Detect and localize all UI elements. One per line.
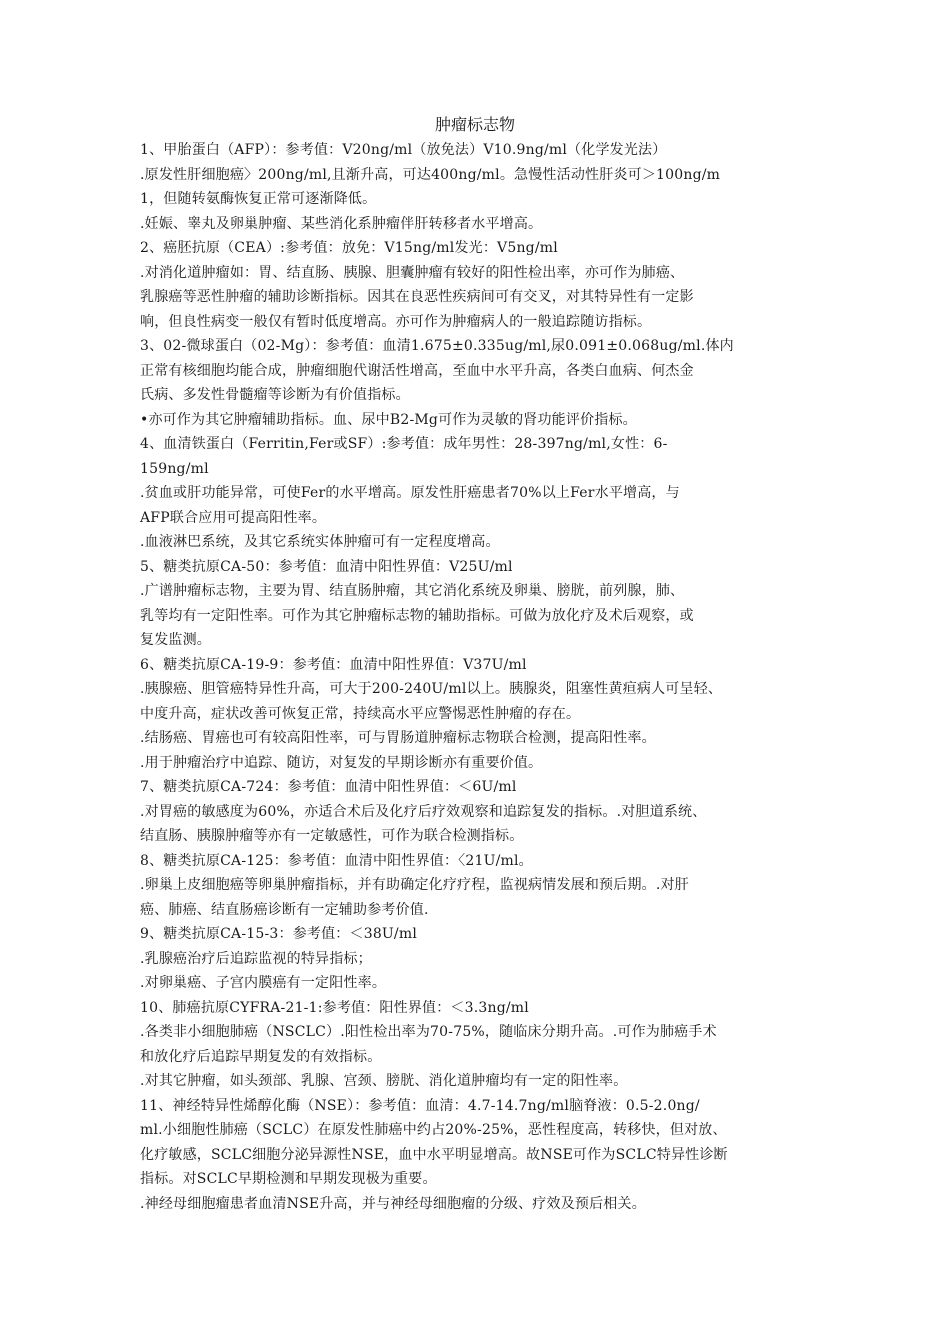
document-body bbox=[140, 138, 820, 1216]
text-line: .神经母细胞瘤患者血清NSE升高，并与神经母细胞瘤的分级、疗效及预后相关。 bbox=[140, 1195, 646, 1212]
text-line: 氏病、多发性骨髓瘤等诊断为有价值指标。 bbox=[140, 387, 410, 403]
text-line: 和放化疗后追踪早期复发的有效指标。 bbox=[140, 1048, 382, 1065]
text-line: .结肠癌、胃癌也可有较高阳性率，可与胃肠道肿瘤标志物联合检测，提高阳性率。 bbox=[140, 730, 656, 746]
text-line: 9、糖类抗原CA-15-3：参考值：＜38U/ml bbox=[140, 926, 417, 942]
text-line: 结直肠、胰腺肿瘤等亦有一定敏感性，可作为联合检测指标。 bbox=[140, 828, 524, 844]
text-line: .对其它肿瘤，如头颈部、乳腺、宫颈、膀胱、消化道肿瘤均有一定的阳性率。 bbox=[140, 1073, 628, 1089]
text-line: 8、糖类抗原CA-125：参考值：血清中阳性界值：〈21U/ml。 bbox=[140, 852, 533, 869]
text-line: 复发监测。 bbox=[140, 632, 211, 648]
document-title: 肿瘤标志物 bbox=[434, 115, 515, 134]
text-line: 化疗敏感，SCLC细胞分泌异源性NSE，血中水平明显增高。故NSE可作为SCLC特异性诊断 bbox=[140, 1146, 728, 1163]
text-line: .各类非小细胞肺癌（NSCLC）.阳性检出率为70-75%，随临床分期升高。.可作为肺癌手术 bbox=[140, 1024, 717, 1040]
text-line: .胰腺癌、胆管癌特异性升高，可大于200-240U/ml以上。胰腺炎，阻塞性黄疸病人可呈轻、 bbox=[140, 681, 723, 697]
text-line: 中度升高，症状改善可恢复正常，持续高水平应警惕恶性肿瘤的存在。 bbox=[140, 705, 581, 722]
text-line: 1、甲胎蛋白（AFP）：参考值：V20ng/ml（放免法）V10.9ng/ml（化学发光法） bbox=[140, 142, 667, 158]
text-line: 7、糖类抗原CA-724：参考值：血清中阳性界值：＜6U/ml bbox=[140, 779, 517, 795]
text-line: 2、癌胚抗原（CEA）:参考值：放免：V15ng/ml发光：V5ng/ml bbox=[140, 240, 558, 256]
text-line: 指标。对SCLC早期检测和早期发现极为重要。 bbox=[140, 1171, 437, 1187]
text-line: 正常有核细胞均能合成，肿瘤细胞代谢活性增高，至血中水平升高，各类白血病、何杰金 bbox=[140, 362, 694, 379]
text-line: •亦可作为其它肿瘤辅助指标。血、尿中B2-Mg可作为灵敏的肾功能评价指标。 bbox=[140, 411, 637, 428]
text-line: .血液淋巴系统，及其它系统实体肿瘤可有一定程度增高。 bbox=[140, 534, 500, 550]
text-line: .对卵巢癌、子宫内膜癌有一定阳性率。 bbox=[140, 975, 387, 991]
text-line: 159ng/ml bbox=[140, 460, 209, 477]
text-line: .妊娠、睾丸及卵巢肿瘤、某些消化系肿瘤伴肝转移者水平增高。 bbox=[140, 215, 543, 232]
text-line: ml.小细胞性肺癌（SCLC）在原发性肺癌中约占20%-25%，恶性程度高，转移快，但对放、 bbox=[140, 1122, 727, 1138]
text-line: .对消化道肿瘤如：胃、结直肠、胰腺、胆囊肿瘤有较好的阳性检出率，亦可作为肺癌、 bbox=[140, 264, 685, 281]
text-line: 乳腺癌等恶性肿瘤的辅助诊断指标。因其在良恶性疾病间可有交叉，对其特异性有一定影 bbox=[140, 289, 694, 305]
text-line: 3、02-微球蛋白（02-Mg）：参考值：血清1.675±0.335ug/ml,尿0.091±0.068ug/ml.体内 bbox=[140, 338, 734, 354]
text-line: AFP联合应用可提高阳性率。 bbox=[140, 509, 327, 526]
text-line: .原发性肝细胞癌〉200ng/ml,且渐升高，可达400ng/ml。急慢性活动性肝炎可＞100ng/m bbox=[140, 166, 721, 183]
text-line: 响，但良性病变一般仅有暂时低度增高。亦可作为肿瘤病人的一般追踪随访指标。 bbox=[140, 313, 652, 330]
text-line: 4、血清铁蛋白（Ferritin,Fer或SF）:参考值：成年男性：28-397ng/ml,女性：6- bbox=[140, 436, 668, 452]
text-line: .对胃癌的敏感度为60%，亦适合术后及化疗后疗效观察和追踪复发的指标。.对胆道系统、 bbox=[140, 803, 707, 820]
text-line: .广谱肿瘤标志物，主要为胃、结直肠肿瘤，其它消化系统及卵巢、膀胱，前列腺，肺、 bbox=[140, 583, 685, 599]
text-line: 6、糖类抗原CA-19-9：参考值：血清中阳性界值：V37U/ml bbox=[140, 656, 527, 673]
text-line: .乳腺癌治疗后追踪监视的特异指标； bbox=[140, 950, 372, 967]
text-line: .贫血或肝功能异常，可使Fer的水平增高。原发性肝癌患者70%以上Fer水平增高，与 bbox=[140, 485, 680, 501]
text-line: 11、神经特异性烯醇化酶（NSE）：参考值：血清：4.7-14.7ng/ml脑脊液：0.5-2.0ng/ bbox=[140, 1097, 700, 1114]
text-line: .用于肿瘤治疗中追踪、随访，对复发的早期诊断亦有重要价值。 bbox=[140, 754, 543, 771]
text-line: 10、肺癌抗原CYFRA-21-1:参考值：阳性界值：＜3.3ng/ml bbox=[140, 999, 529, 1016]
text-line: 乳等均有一定阳性率。可作为其它肿瘤标志物的辅助指标。可做为放化疗及术后观察，或 bbox=[140, 607, 694, 624]
text-line: .卵巢上皮细胞癌等卵巢肿瘤指标，并有助确定化疗疗程，监视病情发展和预后期。.对肝 bbox=[140, 877, 689, 893]
text-line: 5、糖类抗原CA-50：参考值：血清中阳性界值：V25U/ml bbox=[140, 558, 513, 575]
text-line: 癌、肺癌、结直肠癌诊断有一定辅助参考价值. bbox=[140, 901, 429, 918]
text-line: 1，但随转氨酶恢复正常可逐渐降低。 bbox=[140, 191, 377, 207]
